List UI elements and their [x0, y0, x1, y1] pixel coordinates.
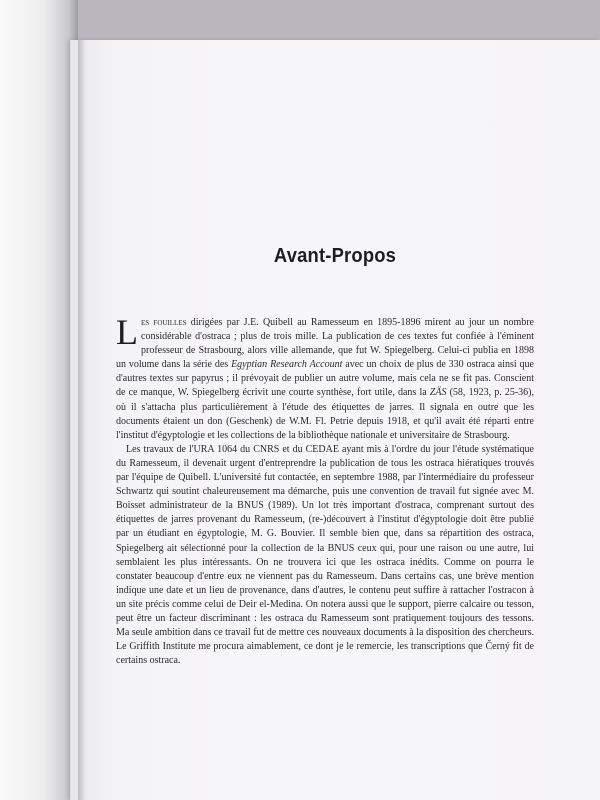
paragraph-1-text-b: avec un choix de plus de 330 ostraca ainsi que d'autres textes sur papyrus ; il prévoyait de publier un autre volume, mais cela ne se fit pas. Conscient de ce manque, W. Spiegelberg écrivit une courte synthèse, fort utile, dans la	[116, 359, 534, 399]
paragraph-1-text-a: dirigées par J.E. Quibell au Ramesseum en 1895-1896 mirent au jour un nombre considérable d'ostraca ; plus de trois mille. La publication de ces textes fut confiée à l'éminent professeur de Strasbourg, alors ville allemande, que fut W. Spiegelberg. Celui-ci publia en 1898 un volume dans la série des	[116, 317, 534, 371]
paragraph-2: Les travaux de l'URA 1064 du CNRS et du CEDAE ayant mis à l'ordre du jour l'étude systématique du Ramesseum, il devenait urgent d'entreprendre la publication de tous les ostraca hiératiques trouvés par l'équipe de Quibell. L'université fut contactée, en septembre 1988, par l'intermédiaire du professeur Schwartz qui soutint chaleureusement ma démarche, puis une convention de travail fut signée avec M. Boisset administrateur de la BNUS (1989). Un lot très important d'ostraca, comprenant surtout des étiquettes de jarres provenant du Ramesseum, (re-)découvert à l'institut d'égyptologie doit être publié par un étudiant en égyptologie, M. G. Bouvier. Il semble bien que, dans sa répartition des ostraca, Spiegelberg ait sélectionné pour la collection de la BNUS ceux qui, pour une raison ou une autre, lui semblaient les plus intéressants. On ne trouvera ici que les ostraca inédits. Comme on pourra le constater beaucoup d'entre eux ne viennent pas du Ramesseum. Dans certains cas, une brève mention indique une date et un lieu de provenance, dans d'autres, le contenu peut suffire à rattacher l'ostracon à un site précis comme celui de Deir el-Medina. On notera aussi que le support, pierre calcaire ou tesson, peut être un facteur discriminant : les ostraca du Ramesseum sont pratiquement toujours des tessons. Ma seule ambition dans ce travail fut de mettre ces nouveaux documents à la disposition des chercheurs. Le Griffith Institute me procura aimablement, ce dont je le remercie, les transcriptions que Černý fit de certains ostraca.	[116, 443, 534, 667]
page-title: Avant-Propos	[273, 245, 397, 268]
italic-journal-abbrev: ZÄS	[429, 387, 447, 399]
page-gutter-shadow	[78, 40, 86, 800]
small-caps-lead: es fouilles	[141, 317, 187, 328]
body-text	[116, 312, 534, 668]
drop-cap: L	[116, 312, 138, 352]
left-page	[0, 0, 78, 800]
paragraph-1-text-c: (58, 1923, p. 25-36), où il s'attacha plus particulièrement à l'étude des étiquettes de jarres. Il signala en outre que les documents étaient un don (Geschenk) de W.M. Fl. Petrie depuis 1918, et qu'il avait été réparti entre l'institut d'égyptologie et les collections de la bibliothèque nationale et universitaire de Strasbourg.	[116, 387, 534, 441]
paragraph-1	[116, 312, 534, 443]
italic-series-title: Egyptian Research Account	[231, 359, 343, 371]
